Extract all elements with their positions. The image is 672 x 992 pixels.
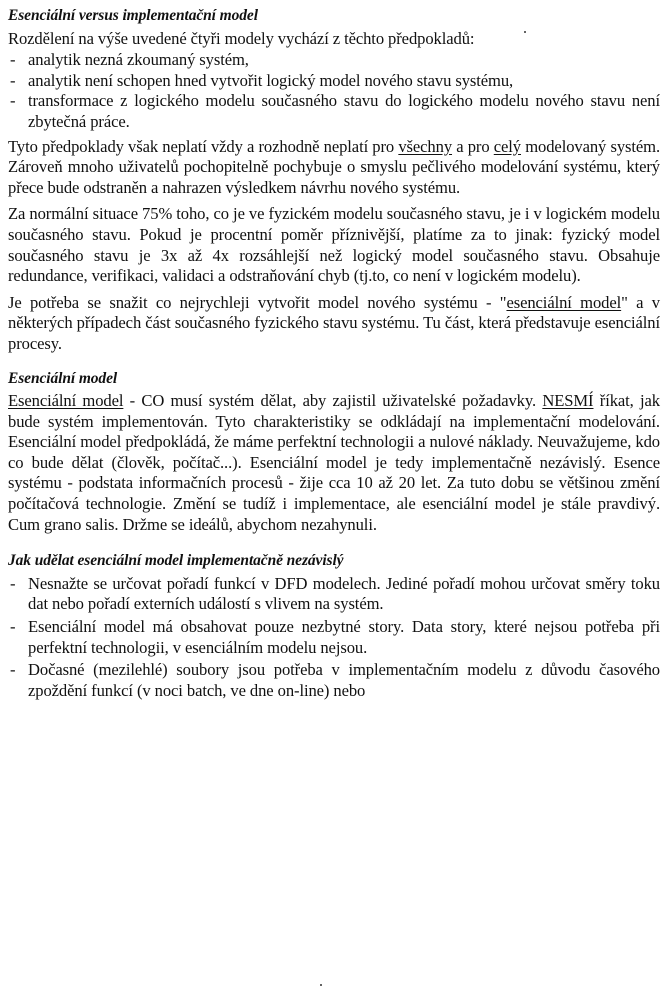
text-run: a pro [452, 136, 494, 156]
section3-guideline-list [8, 574, 660, 702]
list-item: - Esenciální model má obsahovat pouze nezbytné story. Data story, které nejsou potřeba při perfektní technologii, v esenciálním modelu nejsou. [8, 617, 660, 658]
list-item: - analytik není schopen hned vytvořit logický model nového stavu systému, [8, 71, 660, 92]
list-item: - Nesnažte se určovat pořadí funkcí v DFD modelech. Jediné pořadí mohou určovat směry toku dat nebo pořadí externích událostí s vlivem na systém. [8, 574, 660, 615]
scan-speck [320, 984, 322, 986]
text-run: " a v některých případech část současného fyzického stavu systému. Tu část, která představuje esenciální procesy. [8, 292, 660, 353]
underlined-word-nesmi: NESMÍ [542, 391, 594, 411]
underlined-word-cely: celý [493, 136, 522, 156]
text-run: Tyto předpoklady však neplatí vždy a rozhodně neplatí pro [8, 136, 399, 156]
section-heading-essential-model: Esenciální model [8, 369, 118, 387]
underlined-term-esencialni-model: Esenciální model [8, 391, 124, 411]
scan-speck [524, 31, 526, 33]
section1-intro: Rozdělení na výše uvedené čtyři modely vychází z těchto předpokladů: [8, 28, 475, 48]
section1-paragraph-2 [8, 137, 660, 199]
section1-assumption-list [8, 50, 660, 132]
underlined-term-esencialni-model: esenciální model [506, 292, 622, 312]
text-run: říkat, jak bude systém implementován. Tyto charakteristiky se odkládají na implementační modelování. Esenciální model předpokládá, že máme perfektní technologii a nulové náklady. Neuvažujeme, kdo co bude dělat (člověk, počítač...). Esenciální model je tedy implementačně nezávislý. Esence systému - podstata informačních procesů - žije cca 10 až 20 let. Za tuto dobu se většinou změní počítačová technologie. Změní se tudíž i implementace, ale esenciální model je stále pravdivý. Cum grano salis. Držme se ideálů, abychom nezahynuli. [8, 391, 660, 534]
underlined-word-vsechny: všechny [398, 136, 453, 156]
document-page [8, 6, 660, 707]
section2-paragraph [8, 391, 660, 535]
text-run: - CO musí systém dělat, aby zajistil uživatelské požadavky. [123, 391, 543, 411]
list-item: - analytik nezná zkoumaný systém, [8, 50, 660, 71]
text-run: modelovaný systém. Zároveň mnoho uživatelů pochopitelně pochybuje o smyslu pečlivého modelování systému, který přece bude odstraněn a nahrazen výsledkem návrhu nového systému. [8, 136, 661, 197]
list-item: - Dočasné (mezilehlé) soubory jsou potřeba v implementačním modelu z důvodu časového zpoždění funkcí (v noci batch, ve dne on-line) nebo [8, 660, 660, 701]
section-heading-how-to-make-independent: Jak udělat esenciální model implementačně nezávislý [8, 552, 344, 570]
section1-paragraph-4 [8, 293, 660, 355]
list-item: - transformace z logického modelu současného stavu do logického modelu nového stavu není zbytečná práce. [8, 91, 660, 132]
text-run: Je potřeba se snažit co nejrychleji vytvořit model nového systému - " [8, 292, 507, 312]
section-heading-essential-vs-implementation: Esenciální versus implementační model [8, 7, 258, 24]
section1-paragraph-3: Za normální situace 75% toho, co je ve fyzickém modelu současného stavu, je i v logickém modelu současného stavu. Pokud je procentní poměr příznivější, platíme za to jinak: fyzický model současného stavu je 3x až 4x rozsáhlejší než logický model současného stavu. Obsahuje redundance, verifikaci, validaci a odstraňování chyb (tj.to, co není v logickém modelu). [8, 204, 660, 286]
